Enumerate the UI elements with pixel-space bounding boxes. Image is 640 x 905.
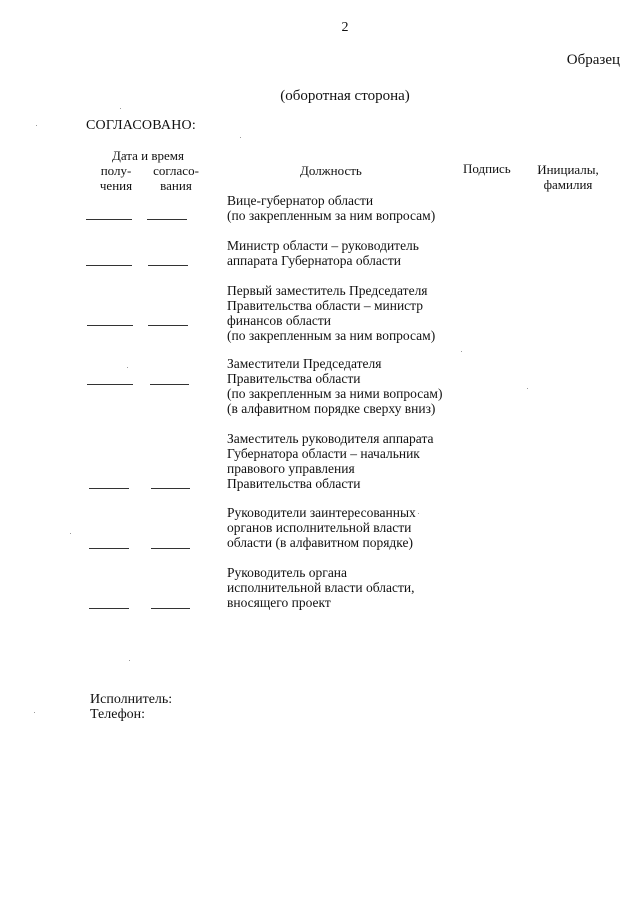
position-line: финансов области bbox=[227, 313, 332, 328]
approval-date-line bbox=[151, 488, 190, 489]
receipt-date-line bbox=[89, 608, 129, 609]
position-line: аппарата Губернатора области bbox=[227, 253, 401, 268]
position-line: исполнительной власти области, bbox=[227, 580, 415, 595]
header-initials-line1: Инициалы, bbox=[537, 162, 599, 177]
scan-speck bbox=[34, 712, 35, 713]
position-line: (по закрепленным за ними вопросам) bbox=[227, 386, 443, 401]
scan-speck bbox=[418, 513, 419, 514]
header-approval-line2: вания bbox=[160, 178, 192, 193]
scan-speck bbox=[36, 125, 37, 126]
phone-label: Телефон: bbox=[90, 707, 146, 722]
position-line: Правительства области bbox=[227, 476, 361, 491]
position-row-3 bbox=[227, 283, 435, 343]
side-label: (оборотная сторона) bbox=[280, 88, 410, 104]
receipt-date-line bbox=[89, 548, 129, 549]
position-line: вносящего проект bbox=[227, 595, 331, 610]
approval-date-line bbox=[147, 219, 187, 220]
approval-date-line bbox=[150, 384, 189, 385]
position-line: (по закрепленным за ним вопросам) bbox=[227, 208, 436, 223]
position-line: Руководитель органа bbox=[227, 565, 348, 580]
position-line: Правительства области bbox=[227, 371, 361, 386]
position-line: Министр области – руководитель bbox=[227, 238, 419, 253]
position-line: области (в алфавитном порядке) bbox=[227, 535, 413, 550]
approved-heading: СОГЛАСОВАНО: bbox=[86, 118, 196, 133]
scan-speck bbox=[70, 533, 71, 534]
page-number: 2 bbox=[341, 20, 349, 35]
sample-label: Образец bbox=[566, 52, 620, 68]
position-line: Вице-губернатор области bbox=[227, 193, 374, 208]
header-receipt-line1: полу- bbox=[100, 163, 132, 178]
position-line: Губернатора области – начальник bbox=[227, 446, 420, 461]
approval-date-line bbox=[148, 265, 188, 266]
header-initials-line2: фамилия bbox=[543, 177, 593, 192]
receipt-date-line bbox=[86, 265, 132, 266]
approval-date-line bbox=[151, 548, 190, 549]
receipt-date-line bbox=[86, 219, 132, 220]
position-line: (по закрепленным за ним вопросам) bbox=[227, 328, 436, 343]
approval-date-line bbox=[148, 325, 188, 326]
position-line: Заместители Председателя bbox=[227, 356, 382, 371]
position-row-2 bbox=[227, 238, 419, 268]
scan-speck bbox=[129, 660, 130, 661]
scan-speck bbox=[240, 137, 241, 138]
position-line: Руководители заинтересованных bbox=[227, 505, 416, 520]
position-row-1 bbox=[227, 193, 435, 223]
position-row-7 bbox=[227, 565, 414, 610]
receipt-date-line bbox=[87, 384, 133, 385]
position-line: Заместитель руководителя аппарата bbox=[227, 431, 434, 446]
position-line: (в алфавитном порядке сверху вниз) bbox=[227, 401, 436, 416]
position-line: органов исполнительной власти bbox=[227, 520, 412, 535]
position-row-6 bbox=[227, 505, 416, 550]
scan-speck bbox=[527, 388, 528, 389]
position-line: правового управления bbox=[227, 461, 355, 476]
position-row-5 bbox=[227, 431, 434, 491]
header-position: Должность bbox=[300, 163, 362, 178]
scan-speck bbox=[120, 108, 121, 109]
header-date-time: Дата и время bbox=[112, 148, 184, 163]
position-line: Первый заместитель Председателя bbox=[227, 283, 428, 298]
scan-speck bbox=[127, 367, 128, 368]
position-line: Правительства области – министр bbox=[227, 298, 423, 313]
position-row-4 bbox=[227, 356, 442, 416]
header-receipt-line2: чения bbox=[99, 178, 133, 193]
header-approval-line1: согласо- bbox=[153, 163, 199, 178]
receipt-date-line bbox=[87, 325, 133, 326]
approval-date-line bbox=[151, 608, 190, 609]
executor-label: Исполнитель: bbox=[90, 692, 173, 707]
receipt-date-line bbox=[89, 488, 129, 489]
scan-speck bbox=[461, 351, 462, 352]
header-signature: Подпись bbox=[463, 161, 511, 176]
